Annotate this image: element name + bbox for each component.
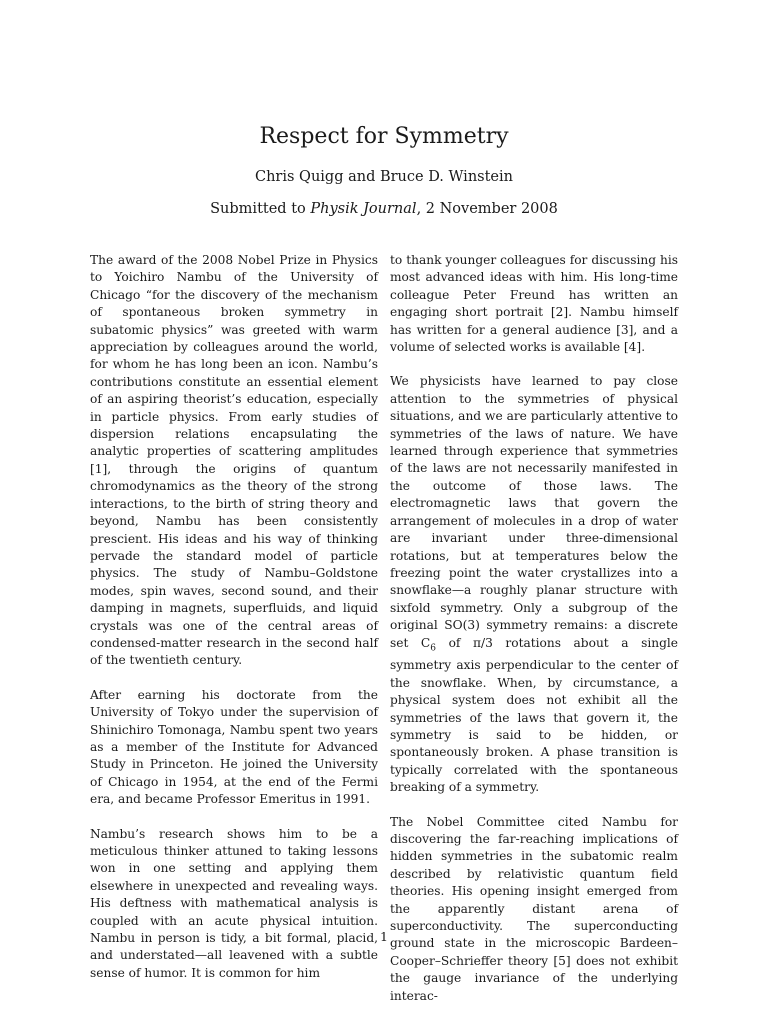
author-line: Chris Quigg and Bruce D. Winstein — [255, 169, 513, 185]
page-number: 1 — [380, 929, 388, 944]
submitted-date: , 2 November 2008 — [416, 201, 558, 217]
submission-line — [0, 201, 768, 217]
paragraph-symmetry — [390, 373, 678, 796]
c6-subscript: 6 — [430, 642, 436, 653]
paragraph-research-style: Nambu’s research shows him to be a meticulous thinker attuned to taking lessons won in one setting and applying them elsewhere in unexpected and revealing ways. His deftness with mathematical analysis is coupled with an acute physical intuition. Nambu in person is tidy, a bit formal, placid, and understated—all leavened with a subtle sense of humor. It is common for him — [90, 826, 378, 980]
paragraph-nobel-committee: The Nobel Committee cited Nambu for discovering the far-reaching implications of hidden symmetries in the subatomic realm described by relativistic quantum field theories. His opening insight emerged from the apparently distant arena of superconductivity. The superconducting ground state in the microscopic Bardeen–Cooper–Schrieffer theory [5] does not exhibit the gauge invariance of the underlying interac- — [390, 814, 678, 1003]
symmetry-text-b: of π/3 rotations about a single symmetry axis perpendicular to the center of the snowflake. When, by circumstance, a physical system does not exhibit all the symmetries of the laws that govern it, the symmetry is said to be hidden, or spontaneously broken. A phase transition is typically correlated with the spontaneous breaking of a symmetry. — [390, 635, 678, 795]
paragraph-biography: After earning his doctorate from the University of Tokyo under the supervision of Shinichiro Tomonaga, Nambu spent two years as a member of the Institute for Advanced Study in Princeton. He joined the University of Chicago in 1954, at the end of the Fermi era, and became Professor Emeritus in 1991. — [90, 687, 378, 807]
paragraph-nobel-award: The award of the 2008 Nobel Prize in Physics to Yoichiro Nambu of the University of Chicago “for the discovery of the mechanism of spontaneous broken symmetry in subatomic physics” was greeted with warm appreciation by colleagues around the world, for whom he has long been an icon. Nambu’s contributions constitute an essential element of an aspiring theorist’s education, especially in particle physics. From early studies of dispersion relations encapsulating the analytic properties of scattering amplitudes [1], through the origins of quantum chromodynamics as the theory of the strong interactions, to the birth of string theory and beyond, Nambu has been consistently prescient. His ideas and his way of thinking pervade the standard model of particle physics. The study of Nambu–Goldstone modes, spin waves, second sound, and their damping in magnets, superfluids, and liquid crystals was one of the central areas of condensed-matter research in the second half of the twentieth century. — [90, 253, 378, 668]
paper-title: Respect for Symmetry — [259, 124, 509, 149]
paragraph-colleagues: to thank younger colleagues for discussing his most advanced ideas with him. His long-time colleague Peter Freund has written an engaging short portrait [2]. Nambu himself has written for a general audience [3], and a volume of selected works is available [4]. — [390, 253, 678, 355]
submitted-prefix: Submitted to — [210, 201, 311, 217]
symmetry-text-a: We physicists have learned to pay close attention to the symmetries of physical situations, and we are particularly attentive to symmetries of the laws of nature. We have learned through experience that symmetries of the laws are not necessarily manifested in the outcome of those laws. The electromagnetic laws that govern the arrangement of molecules in a drop of water are invariant under three-dimensional rotations, but at temperatures below the freezing point the water crystallizes into a snowflake—a roughly planar structure with sixfold symmetry. Only a subgroup of the original SO(3) symmetry remains: a discrete set C — [390, 374, 678, 650]
right-column — [390, 252, 678, 1022]
left-column — [90, 252, 378, 999]
journal-name: Physik Journal — [310, 201, 417, 217]
